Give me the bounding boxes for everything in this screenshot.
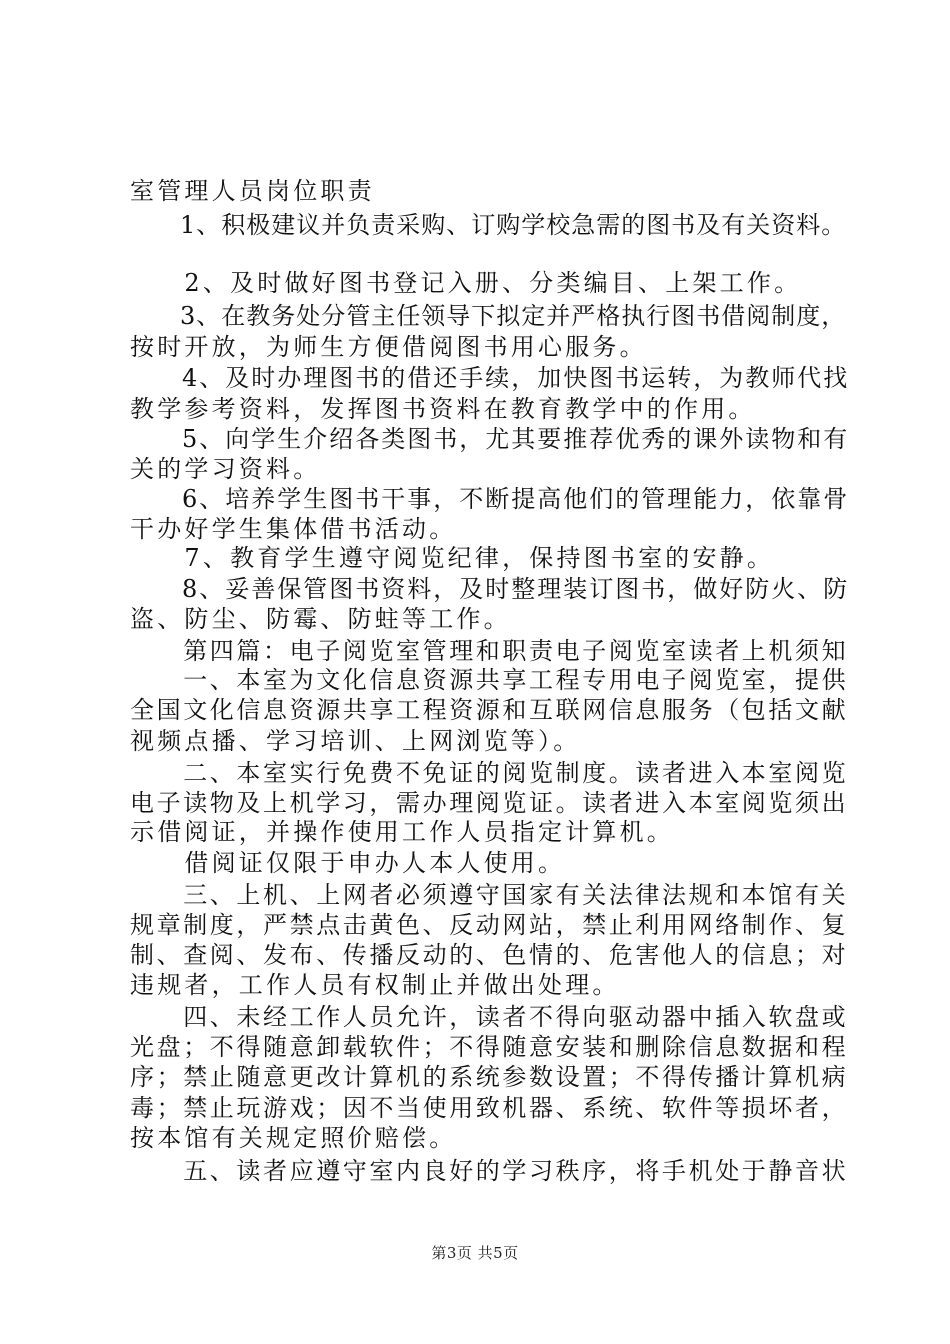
paragraph-line: 四、未经工作人员允许，读者不得向驱动器中插入软盘或 — [130, 1003, 849, 1031]
paragraph-line: 制、查阅、发布、传播反动的、色情的、危害他人的信息；对 — [130, 941, 849, 969]
page-number-footer: 第3页 共5页 — [431, 1244, 519, 1262]
paragraph-line: 电子读物及上机学习，需办理阅览证。读者进入本室阅览须出 — [130, 789, 849, 817]
paragraph-line: 借阅证仅限于申办人本人使用。 — [130, 849, 566, 877]
paragraph-line: 毒；禁止玩游戏；因不当使用致机器、系统、软件等损坏者， — [130, 1094, 849, 1122]
paragraph-line: 盗、防尘、防霉、防蛀等工作。 — [130, 605, 511, 633]
paragraph-line: 2、及时做好图书登记入册、分类编目、上架工作。 — [130, 269, 802, 297]
paragraph-line: 5、向学生介绍各类图书，尤其要推荐优秀的课外读物和有 — [130, 425, 850, 453]
paragraph-line: 关的学习资料。 — [130, 455, 321, 483]
paragraph-line: 三、上机、上网者必须遵守国家有关法律法规和本馆有关 — [130, 881, 849, 909]
paragraph-line: 全国文化信息资源共享工程资源和互联网信息服务（包括文献 — [130, 696, 849, 724]
paragraph-line: 光盘；不得随意卸载软件；不得随意安装和删除信息数据和程 — [130, 1033, 849, 1061]
paragraph-line: 教学参考资料，发挥图书资料在教育教学中的作用。 — [130, 395, 756, 423]
paragraph-line: 违规者，工作人员有权制止并做出处理。 — [130, 971, 620, 999]
paragraph-line: 五、读者应遵守室内良好的学习秩序，将手机处于静音状 — [130, 1157, 849, 1185]
paragraph-line: 7、教育学生遵守阅览纪律，保持图书室的安静。 — [130, 544, 775, 572]
paragraph-line: 6、培养学生图书干事，不断提高他们的管理能力，依靠骨 — [130, 485, 850, 513]
paragraph-line: 4、及时办理图书的借还手续，加快图书运转，为教师代找 — [130, 364, 850, 392]
paragraph-line: 按本馆有关规定照价赔偿。 — [130, 1124, 457, 1152]
paragraph-line: 规章制度，严禁点击黄色、反动网站，禁止利用网络制作、复 — [130, 911, 849, 939]
section-title: 室管理人员岗位职责 — [130, 177, 375, 205]
paragraph-line: 1、积极建议并负责采购、订购学校急需的图书及有关资料。 — [130, 211, 847, 239]
paragraph-line: 一、本室为文化信息资源共享工程专用电子阅览室，提供 — [130, 666, 849, 694]
paragraph-line: 视频点播、学习培训、上网浏览等）。 — [130, 727, 581, 755]
paragraph-line: 序；禁止随意更改计算机的系统参数设置；不得传播计算机病 — [130, 1063, 849, 1091]
paragraph-line: 干办好学生集体借书活动。 — [130, 515, 457, 543]
chapter-heading: 第四篇：电子阅览室管理和职责电子阅览室读者上机须知 — [130, 637, 849, 665]
paragraph-line: 示借阅证，并操作使用工作人员指定计算机。 — [130, 818, 674, 846]
paragraph-line: 3、在教务处分管主任领导下拟定并严格执行图书借阅制度， — [130, 302, 847, 330]
paragraph-line: 按时开放，为师生方便借阅图书用心服务。 — [130, 333, 647, 361]
paragraph-line: 8、妥善保管图书资料，及时整理装订图书，做好防火、防 — [130, 575, 850, 603]
paragraph-line: 二、本室实行免费不免证的阅览制度。读者进入本室阅览 — [130, 759, 849, 787]
